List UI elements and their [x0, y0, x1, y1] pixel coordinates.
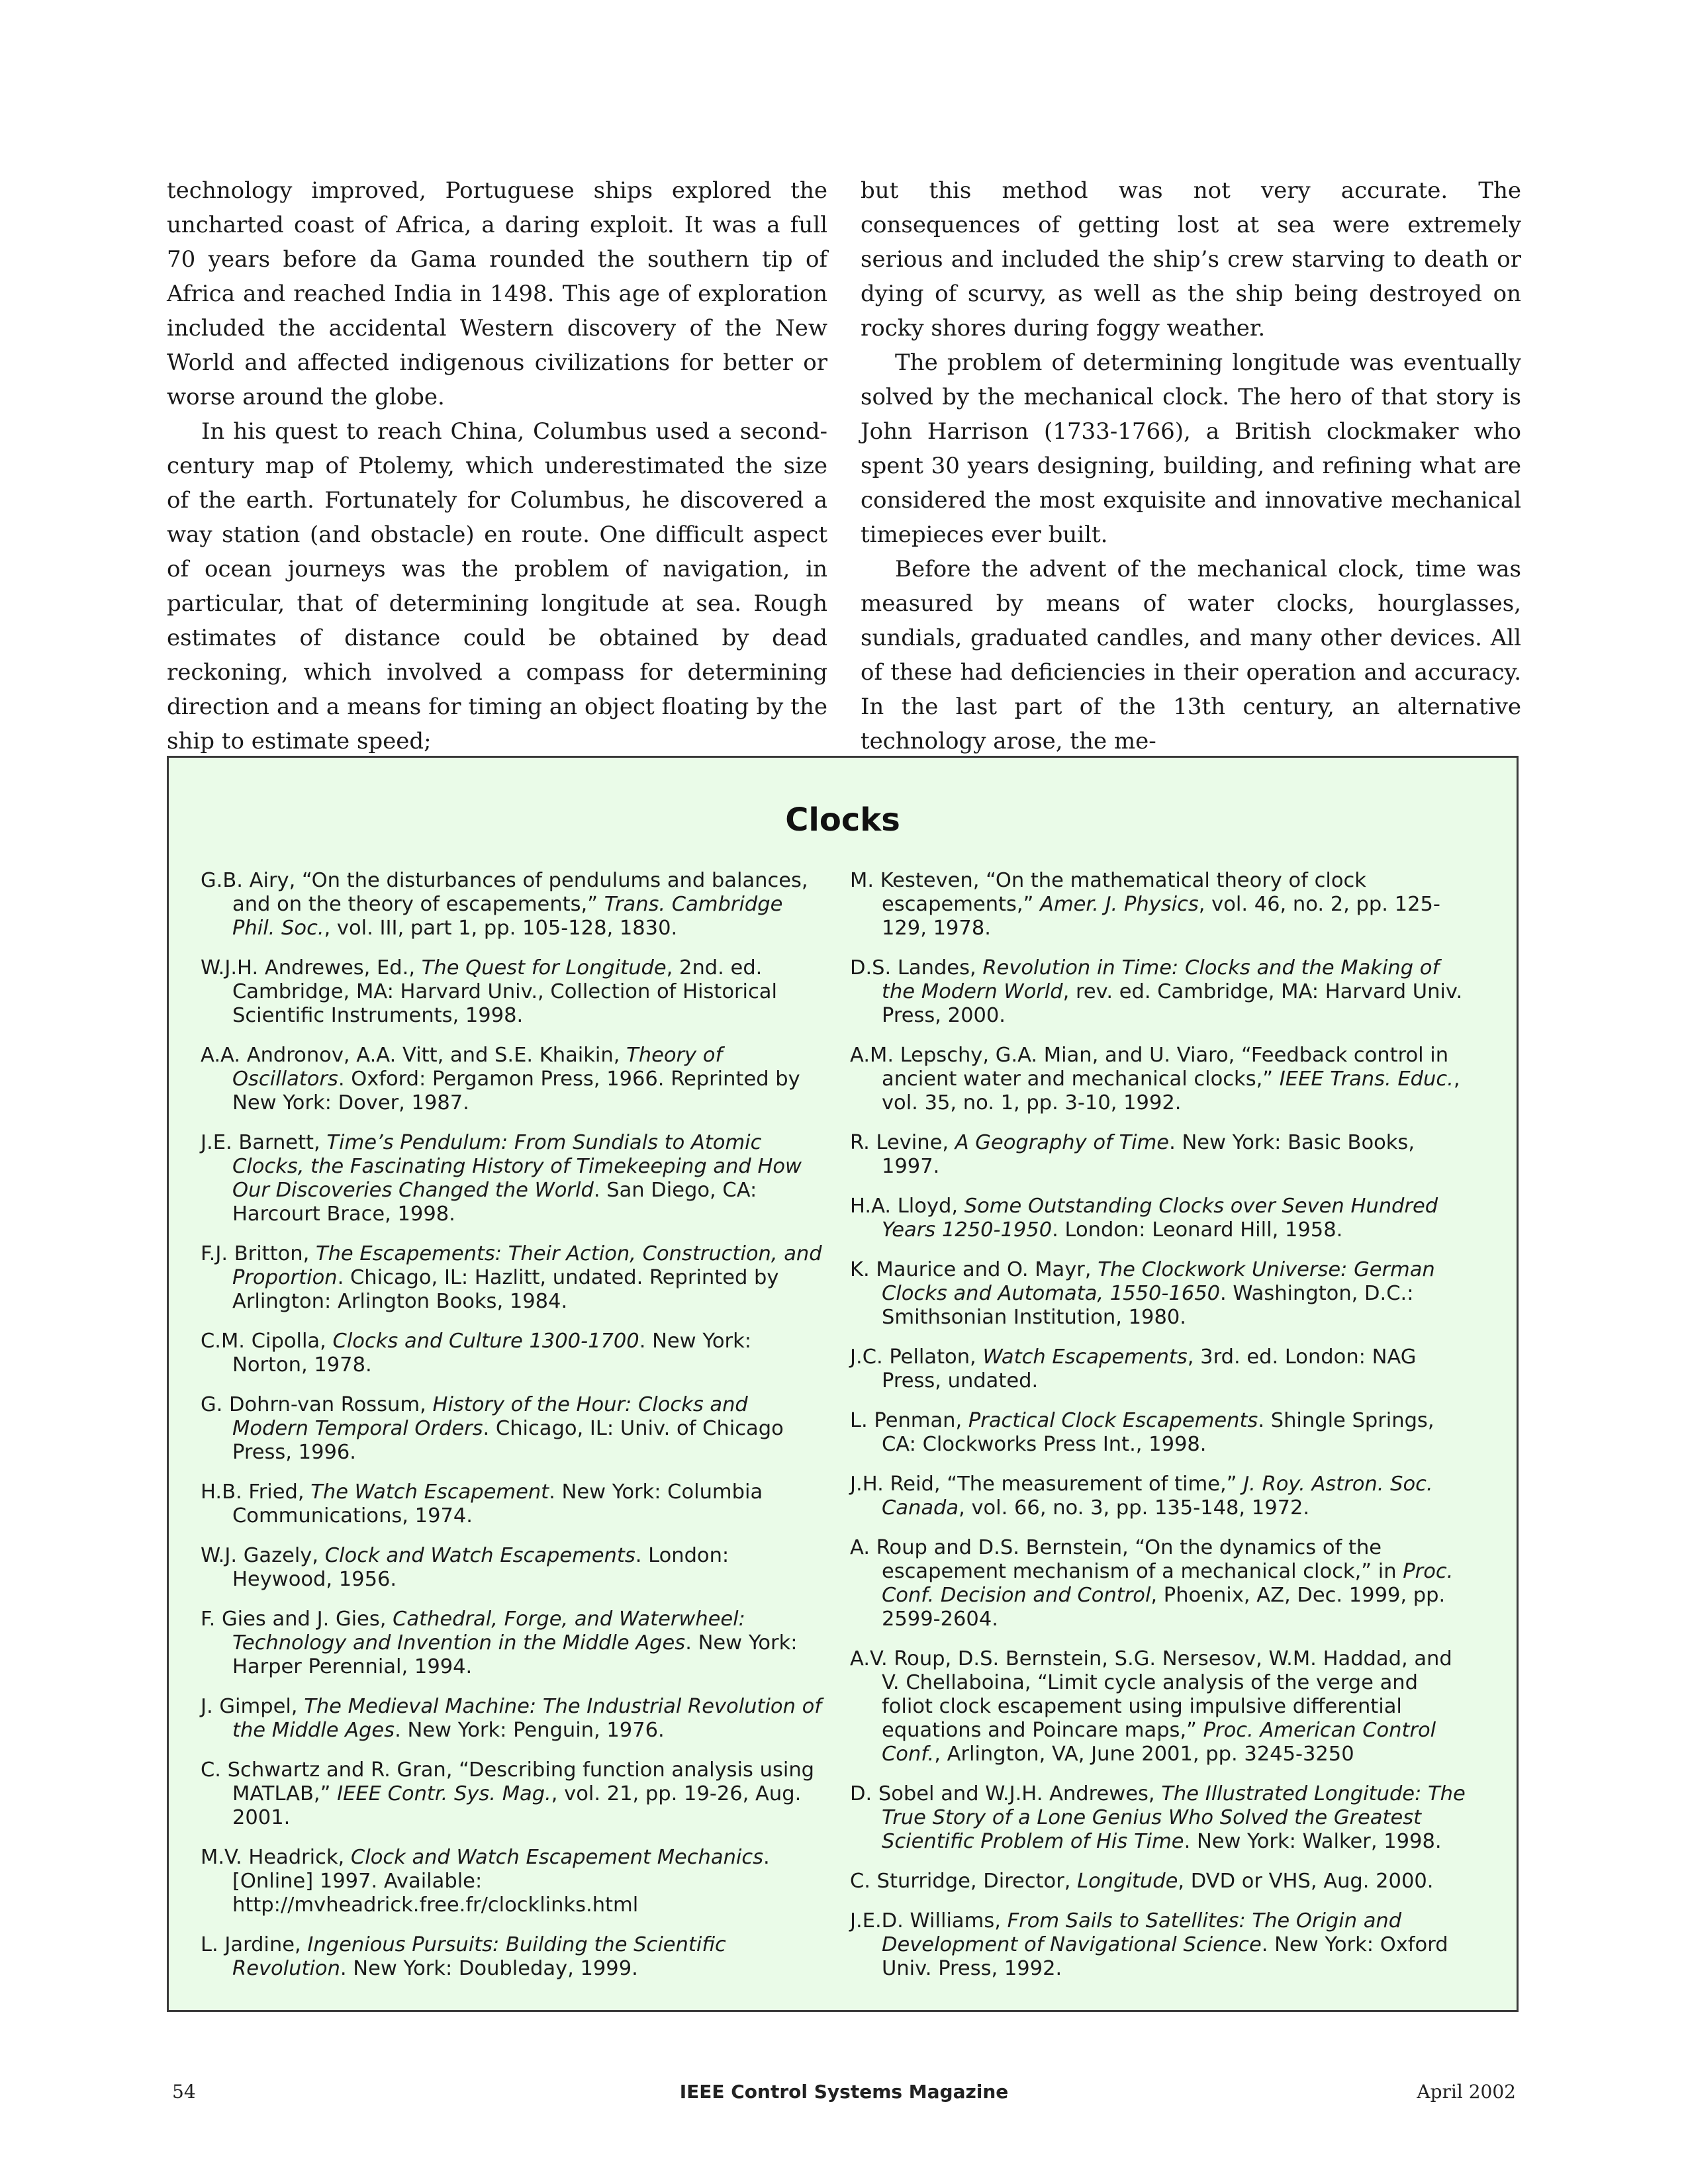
reference-title: Trans. Cambridge Phil. Soc.	[232, 893, 783, 940]
reference-details: . Shingle Springs, CA: Clockworks Press Int., 1998.	[882, 1409, 1434, 1456]
reference-title: A Geography of Time	[955, 1131, 1170, 1154]
reference-details: , vol. 35, no. 1, pp. 3-10, 1992.	[882, 1068, 1460, 1115]
reference-details: . New York: Walker, 1998.	[1184, 1830, 1442, 1853]
reference-entry	[850, 1258, 1472, 1330]
reference-details: . Oxford: Pergamon Press, 1966. Reprinted by New York: Dover, 1987.	[232, 1068, 800, 1115]
reference-entry	[850, 956, 1472, 1028]
reference-details: , rev. ed. Cambridge, MA: Harvard Univ. Press, 2000.	[882, 980, 1463, 1027]
reference-title: Cathedral, Forge, and Waterwheel: Technology and Invention in the Middle Ages	[232, 1608, 745, 1655]
reference-title: Theory of Oscillators	[232, 1044, 723, 1091]
reference-text: J.E.D. Williams,	[850, 1909, 1008, 1933]
reference-details: , vol. 66, no. 3, pp. 135-148, 1972.	[959, 1496, 1310, 1520]
reference-details: . New York: Harper Perennial, 1994.	[232, 1631, 798, 1678]
reference-text: J.C. Pellaton,	[850, 1345, 983, 1369]
reference-entry	[201, 1330, 823, 1377]
reference-details: . [Online] 1997. Available: http://mvheadrick.free.fr/clocklinks.html	[232, 1846, 770, 1917]
reference-title: The Escapements: Their Action, Construction, and Proportion	[232, 1242, 822, 1289]
reference-entry	[201, 1846, 823, 1917]
reference-details: . London: Leonard Hill, 1958.	[1052, 1218, 1343, 1242]
reference-entry	[850, 1195, 1472, 1242]
reference-text: W.J. Gazely,	[201, 1544, 325, 1567]
reference-entry	[850, 1536, 1472, 1631]
reference-details: , 2nd. ed. Cambridge, MA: Harvard Univ., Collection of Historical Scientific Instruments, 1998.	[232, 956, 777, 1027]
reference-title: Revolution in Time: Clocks and the Making of the Modern World	[882, 956, 1440, 1003]
reference-title: IEEE Trans. Educ.	[1279, 1068, 1454, 1091]
reference-text: J.H. Reid, “The measurement of time,”	[850, 1473, 1244, 1496]
reference-entry	[201, 1242, 823, 1314]
reference-entry	[850, 1345, 1472, 1393]
reference-details: . San Diego, CA: Harcourt Brace, 1998.	[232, 1179, 757, 1226]
reference-title: Proc. American Control Conf.	[882, 1719, 1436, 1766]
reference-details: . Chicago, IL: Hazlitt, undated. Reprinted by Arlington: Arlington Books, 1984.	[232, 1266, 779, 1313]
issue-date: April 2002	[1417, 2081, 1516, 2103]
reference-details: , vol. III, part 1, pp. 105-128, 1830.	[324, 917, 678, 940]
reference-text: H.B. Fried,	[201, 1480, 311, 1504]
reference-entry	[201, 1544, 823, 1592]
reference-title: Proc. Conf. Decision and Control	[882, 1560, 1454, 1607]
reference-details: , Arlington, VA, June 2001, pp. 3245-3250	[934, 1743, 1354, 1766]
reference-details: . London: Heywood, 1956.	[232, 1544, 729, 1591]
reference-entry	[850, 869, 1472, 940]
reference-details: . New York: Columbia Communications, 1974.	[232, 1480, 763, 1527]
reference-title: IEEE Contr. Sys. Mag.	[337, 1782, 551, 1805]
body-column-right	[861, 173, 1521, 758]
reference-list-right	[850, 869, 1472, 1997]
reference-entry	[201, 1393, 823, 1465]
reference-entry	[201, 1131, 823, 1226]
reference-title: The Watch Escapement	[310, 1480, 549, 1504]
reference-text: D.S. Landes,	[850, 956, 983, 979]
reference-title: Time’s Pendulum: From Sundials to Atomic Clocks, the Fascinating History of Timekeeping and How Our Discoveries Changed the World	[232, 1131, 802, 1202]
clocks-sidebar	[167, 756, 1519, 2012]
reference-details: . New York: Doubleday, 1999.	[340, 1957, 638, 1980]
reference-title: History of the Hour: Clocks and Modern Temporal Orders	[232, 1393, 748, 1440]
reference-text: L. Jardine,	[201, 1933, 308, 1956]
reference-title: Longitude	[1077, 1870, 1178, 1893]
reference-text: C. Schwartz and R. Gran, “Describing function analysis using MATLAB,”	[201, 1758, 815, 1805]
body-paragraph: In his quest to reach China, Columbus used a second-century map of Ptolemy, which underestimated the size of the earth. Fortunately for Columbus, he discovered a way station (and obstacle) en route. One difficult aspect of ocean journeys was the problem of navigation, in particular, that of determining longitude at sea. Rough estimates of distance could be obtained by dead reckoning, which involved a compass for determining direction and a means for timing an object floating by the ship to estimate speed;	[167, 418, 827, 754]
reference-text: M.V. Headrick,	[201, 1846, 351, 1869]
reference-details: , vol. 46, no. 2, pp. 125-129, 1978.	[882, 893, 1440, 940]
reference-entry	[201, 869, 823, 940]
reference-text: H.A. Lloyd,	[850, 1195, 964, 1218]
reference-text: D. Sobel and W.J.H. Andrewes,	[850, 1782, 1162, 1805]
reference-text: C. Sturridge, Director,	[850, 1870, 1078, 1893]
body-column-left	[167, 173, 827, 758]
reference-title: The Quest for Longitude	[421, 956, 667, 979]
reference-entry	[850, 1473, 1472, 1520]
reference-text: A.A. Andronov, A.A. Vitt, and S.E. Khaikin,	[201, 1044, 627, 1067]
reference-list-left	[201, 869, 823, 1997]
reference-title: Clock and Watch Escapements	[324, 1544, 635, 1567]
reference-title: The Medieval Machine: The Industrial Revolution of the Middle Ages	[232, 1695, 822, 1742]
reference-entry	[201, 1480, 823, 1528]
reference-title: Clocks and Culture 1300-1700	[332, 1330, 639, 1353]
reference-entry	[850, 1909, 1472, 1981]
reference-text: W.J.H. Andrewes, Ed.,	[201, 956, 422, 979]
reference-entry	[850, 1131, 1472, 1179]
reference-text: L. Penman,	[850, 1409, 968, 1432]
reference-text: A.M. Lepschy, G.A. Mian, and U. Viaro, “Feedback control in ancient water and mechanical clocks,”	[850, 1044, 1449, 1091]
reference-title: J. Roy. Astron. Soc. Canada	[882, 1473, 1433, 1520]
reference-details: . Chicago, IL: Univ. of Chicago Press, 1996.	[232, 1417, 784, 1464]
reference-title: Amer. J. Physics	[1040, 893, 1199, 916]
reference-text: R. Levine,	[850, 1131, 955, 1154]
reference-details: . Washington, D.C.: Smithsonian Institution, 1980.	[882, 1282, 1414, 1329]
reference-entry	[850, 1409, 1472, 1457]
body-paragraph: The problem of determining longitude was eventually solved by the mechanical clock. The hero of that story is John Harrison (1733-1766), a British clockmaker who spent 30 years designing, building, and refining what are considered the most exquisite and innovative mechanical timepieces ever built.	[861, 349, 1521, 548]
reference-title: Clock and Watch Escapement Mechanics	[350, 1846, 764, 1869]
reference-details: . New York: Basic Books, 1997.	[882, 1131, 1415, 1178]
reference-entry	[201, 1608, 823, 1679]
reference-title: The Illustrated Longitude: The True Story of a Lone Genius Who Solved the Greatest Scientific Problem of His Time	[882, 1782, 1466, 1853]
reference-entry	[850, 1044, 1472, 1115]
magazine-name: IEEE Control Systems Magazine	[679, 2081, 1009, 2103]
reference-entry	[201, 1044, 823, 1115]
reference-text: J.E. Barnett,	[201, 1131, 327, 1154]
reference-details: . New York: Norton, 1978.	[232, 1330, 752, 1377]
reference-text: M. Kesteven, “On the mathematical theory of clock escapements,”	[850, 869, 1366, 916]
reference-entry	[201, 1933, 823, 1981]
reference-text: G. Dohrn-van Rossum,	[201, 1393, 433, 1416]
reference-entry	[201, 956, 823, 1028]
reference-entry	[201, 1695, 823, 1743]
body-paragraph: technology improved, Portuguese ships explored the uncharted coast of Africa, a daring exploit. It was a full 70 years before da Gama rounded the southern tip of Africa and reached India in 1498. This age of exploration included the accidental Western discovery of the New World and affected indigenous civilizations for better or worse around the globe.	[167, 177, 827, 410]
reference-details: , DVD or VHS, Aug. 2000.	[1178, 1870, 1434, 1893]
reference-text: A.V. Roup, D.S. Bernstein, S.G. Nersesov, W.M. Haddad, and V. Chellaboina, “Limit cycle analysis of the verge and foliot clock escapement using impulsive differential equations and Poincare maps,”	[850, 1647, 1452, 1742]
reference-details: . New York: Penguin, 1976.	[395, 1719, 665, 1742]
reference-text: G.B. Airy, “On the disturbances of pendulums and balances, and on the theory of escapements,”	[201, 869, 808, 916]
reference-title: The Clockwork Universe: German Clocks and Automata, 1550-1650	[882, 1258, 1435, 1305]
reference-text: K. Maurice and O. Mayr,	[850, 1258, 1098, 1281]
reference-title: Some Outstanding Clocks over Seven Hundred Years 1250-1950	[882, 1195, 1438, 1242]
reference-text: A. Roup and D.S. Bernstein, “On the dynamics of the escapement mechanism of a mechanical clock,” in	[850, 1536, 1403, 1583]
page-number: 54	[172, 2081, 196, 2103]
reference-details: , 3rd. ed. London: NAG Press, undated.	[882, 1345, 1417, 1392]
reference-entry	[201, 1758, 823, 1830]
sidebar-title: Clocks	[785, 801, 900, 839]
reference-entry	[850, 1647, 1472, 1766]
reference-entry	[850, 1782, 1472, 1854]
reference-text: J. Gimpel,	[201, 1695, 305, 1718]
body-paragraph: Before the advent of the mechanical clock, time was measured by means of water clocks, hourglasses, sundials, graduated candles, and many other devices. All of these had deficiencies in their operation and accuracy. In the last part of the 13th century, an alternative technology arose, the me-	[861, 556, 1521, 754]
reference-entry	[850, 1870, 1472, 1893]
reference-title: Ingenious Pursuits: Building the Scientific Revolution	[232, 1933, 726, 1980]
body-paragraph: but this method was not very accurate. The consequences of getting lost at sea were extremely serious and included the ship’s crew starving to death or dying of scurvy, as well as the ship being destroyed on rocky shores during foggy weather.	[861, 177, 1521, 341]
reference-title: From Sails to Satellites: The Origin and Development of Navigational Science	[882, 1909, 1402, 1956]
reference-text: F. Gies and J. Gies,	[201, 1608, 393, 1631]
reference-details: , Phoenix, AZ, Dec. 1999, pp. 2599-2604.	[882, 1584, 1446, 1631]
reference-text: F.J. Britton,	[201, 1242, 316, 1265]
reference-details: . New York: Oxford Univ. Press, 1992.	[882, 1933, 1448, 1980]
reference-details: , vol. 21, pp. 19-26, Aug. 2001.	[232, 1782, 802, 1829]
reference-text: C.M. Cipolla,	[201, 1330, 333, 1353]
reference-title: Practical Clock Escapements	[968, 1409, 1258, 1432]
reference-title: Watch Escapements	[982, 1345, 1188, 1369]
